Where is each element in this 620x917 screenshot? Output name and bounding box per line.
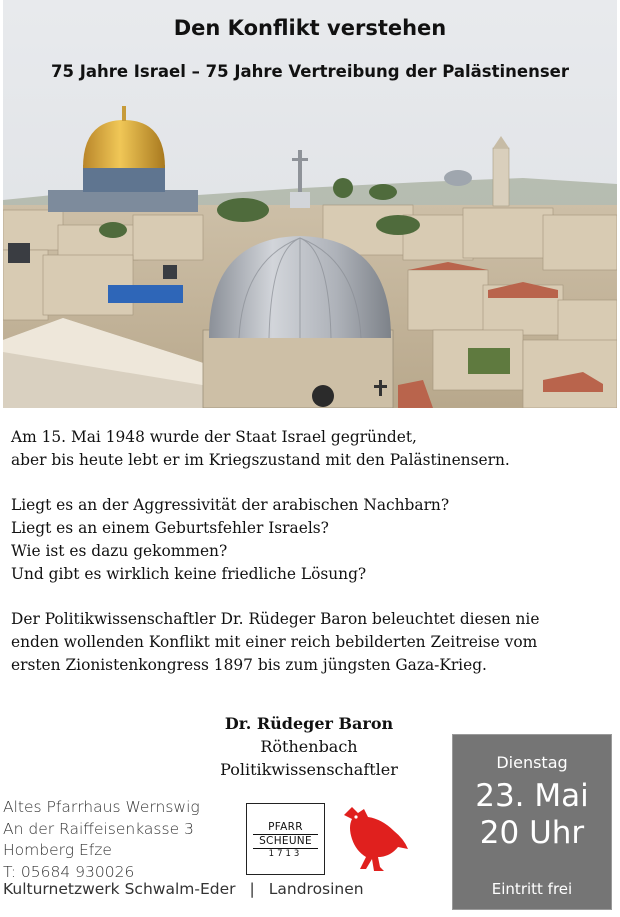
phone-line: T: 05684 930026 <box>3 862 135 881</box>
question-line: Liegt es an der Aggressivität der arabischen Nachbarn? <box>11 496 450 514</box>
pfarrscheune-logo <box>246 803 325 875</box>
speaker-profession: Politikwissenschaftler <box>220 760 398 779</box>
event-weekday: Dienstag <box>496 753 568 772</box>
event-admission: Eintritt frei <box>491 880 573 898</box>
address-line: An der Raiffeisenkasse 3 <box>3 819 194 838</box>
event-date-box <box>452 734 612 910</box>
organizer-kulturnetzwerk: Kulturnetzwerk Schwalm-Eder <box>3 880 236 898</box>
hero-image <box>3 0 617 408</box>
logo-line-1: PFARR <box>268 821 303 833</box>
speaker-block <box>200 712 418 781</box>
question-line: Und gibt es wirklich keine friedliche Lösung? <box>11 565 367 583</box>
questions-paragraph <box>11 494 611 586</box>
footer-organizers <box>3 880 364 898</box>
intro-line: Am 15. Mai 1948 wurde der Staat Israel gegründet, <box>11 428 417 446</box>
footer-separator: | <box>249 880 255 898</box>
intro-line: aber bis heute lebt er im Kriegszustand mit den Palästinensern. <box>11 451 510 469</box>
address-line: Altes Pfarrhaus Wernswig <box>3 798 200 816</box>
intro-paragraph <box>11 426 611 472</box>
event-date: 23. Mai <box>475 778 589 814</box>
venue-address <box>3 797 200 883</box>
question-line: Wie ist es dazu gekommen? <box>11 542 228 560</box>
address-line: Homberg Efze <box>3 841 112 859</box>
question-line: Liegt es an einem Geburtsfehler Israels? <box>11 519 329 537</box>
speaker-location: Röthenbach <box>260 737 358 756</box>
page-title: Den Konflikt verstehen <box>173 16 447 40</box>
body-text <box>11 426 611 699</box>
page-subtitle: 75 Jahre Israel – 75 Jahre Vertreibung der Palästinenser <box>51 62 569 81</box>
logo-line-3: 1713 <box>268 849 303 859</box>
event-time: 20 Uhr <box>479 815 585 851</box>
red-bird-logo-icon <box>338 805 410 873</box>
description-line: ersten Zionistenkongress 1897 bis zum jüngsten Gaza-Krieg. <box>11 656 487 674</box>
organizer-landrosinen: Landrosinen <box>268 880 364 898</box>
logo-line-2: SCHEUNE <box>253 834 318 849</box>
description-line: enden wollenden Konflikt mit einer reich bebilderten Zeitreise vom <box>11 633 538 651</box>
description-line: Der Politikwissenschaftler Dr. Rüdeger Baron beleuchtet diesen nie <box>11 610 540 628</box>
speaker-name: Dr. Rüdeger Baron <box>224 714 394 733</box>
description-paragraph <box>11 608 611 677</box>
